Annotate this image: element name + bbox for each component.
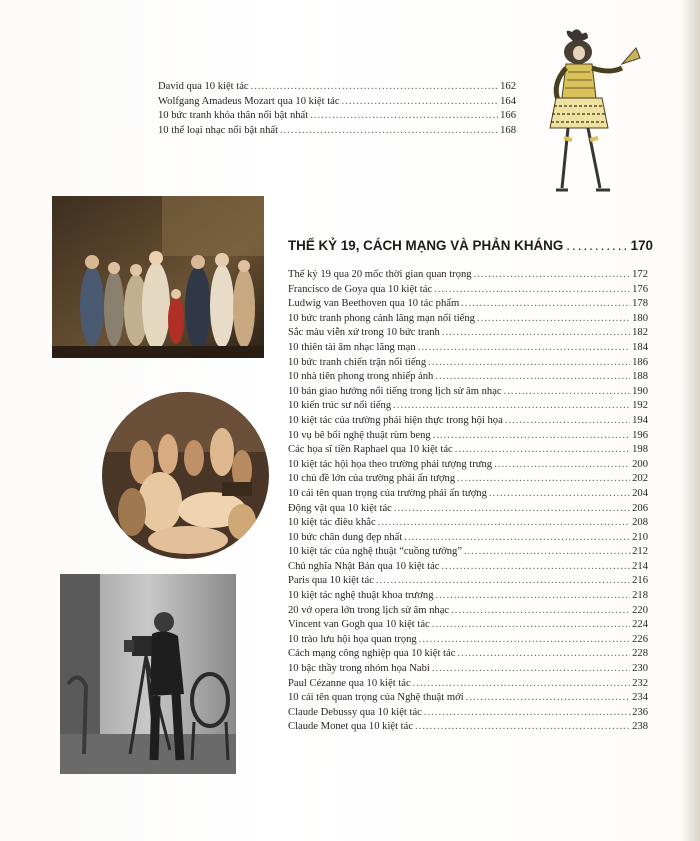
toc-entry bbox=[288, 633, 648, 648]
entry-leader-dots bbox=[464, 545, 630, 560]
toc-entry bbox=[288, 574, 648, 589]
entry-leader-dots bbox=[477, 312, 630, 327]
entry-page-number: 186 bbox=[632, 356, 648, 368]
toc-entry bbox=[288, 356, 648, 371]
entry-leader-dots bbox=[280, 124, 498, 139]
entry-page-number: 238 bbox=[632, 721, 648, 733]
entry-leader-dots bbox=[404, 531, 630, 546]
entry-leader-dots bbox=[376, 574, 630, 589]
entry-title: Paris qua 10 kiệt tác bbox=[288, 575, 374, 587]
entry-leader-dots bbox=[466, 691, 630, 706]
entry-page-number: 192 bbox=[632, 400, 648, 412]
entry-title: 10 thể loại nhạc nổi bật nhất bbox=[158, 124, 279, 136]
entry-page-number: 198 bbox=[632, 444, 648, 456]
costume-figure-illustration bbox=[538, 28, 648, 208]
toc-entry bbox=[288, 268, 648, 283]
toc-entry bbox=[288, 472, 648, 487]
entry-title: 10 bản giao hưởng nổi tiếng trong lịch sử âm nhạc bbox=[288, 385, 502, 397]
entry-page-number: 226 bbox=[632, 633, 648, 645]
toc-entry bbox=[288, 618, 648, 633]
entry-title: David qua 10 kiệt tác bbox=[158, 81, 249, 92]
entry-title: 10 kiệt tác của nghệ thuật “cuồng tưởng” bbox=[288, 546, 463, 558]
entry-leader-dots bbox=[494, 458, 630, 473]
toc-entry bbox=[288, 502, 648, 517]
entry-page-number: 162 bbox=[500, 81, 516, 92]
entry-title: 10 vụ bê bối nghệ thuật rùm beng bbox=[288, 429, 431, 441]
entry-leader-dots bbox=[432, 662, 630, 677]
entry-title: Vincent van Gogh qua 10 kiệt tác bbox=[288, 619, 430, 631]
entry-leader-dots bbox=[378, 516, 630, 531]
toc-entry bbox=[288, 414, 648, 429]
entry-title: Claude Debussy qua 10 kiệt tác bbox=[288, 706, 422, 718]
entry-leader-dots bbox=[505, 414, 630, 429]
toc-previous-entry bbox=[158, 80, 516, 95]
entry-leader-dots bbox=[474, 268, 631, 283]
entry-title: 10 kiệt tác điêu khắc bbox=[288, 517, 376, 529]
toc-entry bbox=[288, 647, 648, 662]
entry-title: 10 bức tranh chiến trận nổi tiếng bbox=[288, 356, 427, 368]
entry-title: Các họa sĩ tiền Raphael qua 10 kiệt tác bbox=[288, 444, 453, 456]
entry-title: 10 chủ đề lớn của trường phái ấn tượng bbox=[288, 473, 456, 485]
toc-entry bbox=[288, 604, 648, 619]
entry-leader-dots bbox=[424, 706, 630, 721]
entry-title: 10 kiệt tác của trường phái hiện thực trong hội họa bbox=[288, 414, 503, 426]
chapter-heading bbox=[288, 238, 653, 253]
entry-leader-dots bbox=[418, 341, 630, 356]
entry-leader-dots bbox=[394, 502, 630, 517]
entry-title: Francisco de Goya qua 10 kiệt tác bbox=[288, 283, 433, 295]
entry-leader-dots bbox=[310, 109, 498, 124]
entry-leader-dots bbox=[442, 560, 631, 575]
entry-leader-dots bbox=[419, 633, 630, 648]
toc-previous-entry bbox=[158, 95, 516, 110]
entry-page-number: 176 bbox=[632, 283, 648, 295]
entry-page-number: 166 bbox=[500, 110, 516, 122]
entry-leader-dots bbox=[432, 618, 630, 633]
entry-leader-dots bbox=[442, 326, 630, 341]
entry-leader-dots bbox=[504, 385, 630, 400]
entry-leader-dots bbox=[455, 443, 630, 458]
toc-entry bbox=[288, 487, 648, 502]
entry-leader-dots bbox=[393, 399, 630, 414]
toc-entry bbox=[288, 691, 648, 706]
entry-page-number: 220 bbox=[632, 604, 648, 616]
page-spine-shadow bbox=[680, 0, 700, 841]
toc-entry bbox=[288, 706, 648, 721]
entry-page-number: 168 bbox=[500, 124, 516, 136]
toc-entry bbox=[288, 283, 648, 298]
entry-title: 10 bậc thầy trong nhóm họa Nabi bbox=[288, 663, 430, 675]
entry-leader-dots bbox=[415, 720, 630, 735]
entry-page-number: 188 bbox=[632, 371, 648, 383]
toc-entry bbox=[288, 385, 648, 400]
entry-page-number: 194 bbox=[632, 414, 648, 426]
entry-leader-dots bbox=[413, 677, 630, 692]
entry-page-number: 216 bbox=[632, 575, 648, 587]
round-bath-painting bbox=[102, 392, 269, 559]
entry-leader-dots bbox=[251, 80, 499, 95]
entry-title: 10 kiệt tác nghệ thuật khoa trương bbox=[288, 590, 434, 602]
entry-leader-dots bbox=[451, 604, 630, 619]
entry-leader-dots bbox=[461, 297, 630, 312]
entry-page-number: 228 bbox=[632, 648, 648, 660]
entry-title: Chủ nghĩa Nhật Bản qua 10 kiệt tác bbox=[288, 560, 440, 572]
entry-title: 20 vở opera lớn trong lịch sử âm nhạc bbox=[288, 604, 450, 616]
toc-entry bbox=[288, 312, 648, 327]
toc-entry bbox=[288, 560, 648, 575]
toc-entry bbox=[288, 429, 648, 444]
entry-title: Sắc màu viễn xứ trong 10 bức tranh bbox=[288, 327, 440, 339]
entry-page-number: 204 bbox=[632, 487, 648, 499]
entry-title: Paul Cézanne qua 10 kiệt tác bbox=[288, 677, 411, 689]
entry-page-number: 208 bbox=[632, 517, 648, 529]
toc-entry bbox=[288, 341, 648, 356]
toc-list-previous-chapter bbox=[158, 80, 516, 138]
toc-entry bbox=[288, 370, 648, 385]
photographer-portrait-photo bbox=[60, 574, 236, 774]
entry-page-number: 212 bbox=[632, 546, 648, 558]
chapter-page: 170 bbox=[630, 238, 653, 253]
entry-title: 10 kiệt tác hội họa theo trường phái tượng trưng bbox=[288, 458, 493, 470]
goya-family-painting bbox=[52, 196, 264, 358]
entry-leader-dots bbox=[436, 589, 631, 604]
toc-entry bbox=[288, 297, 648, 312]
toc-entry bbox=[288, 458, 648, 473]
toc-entry bbox=[288, 677, 648, 692]
toc-entry bbox=[288, 399, 648, 414]
entry-page-number: 172 bbox=[632, 269, 648, 280]
entry-leader-dots bbox=[489, 487, 630, 502]
entry-page-number: 202 bbox=[632, 473, 648, 485]
toc-entry bbox=[288, 589, 648, 604]
entry-title: 10 cái tên quan trọng của Nghệ thuật mới bbox=[288, 692, 464, 704]
entry-title: 10 nhà tiên phong trong nhiếp ảnh bbox=[288, 371, 434, 383]
entry-page-number: 232 bbox=[632, 677, 648, 689]
entry-title: 10 cái tên quan trọng của trường phái ấn tượng bbox=[288, 487, 487, 499]
entry-page-number: 164 bbox=[500, 95, 516, 107]
entry-page-number: 190 bbox=[632, 385, 648, 397]
entry-leader-dots bbox=[457, 647, 630, 662]
entry-page-number: 210 bbox=[632, 531, 648, 543]
toc-entry bbox=[288, 443, 648, 458]
toc-entry bbox=[288, 516, 648, 531]
toc-entry bbox=[288, 531, 648, 546]
entry-page-number: 180 bbox=[632, 312, 648, 324]
entry-page-number: 206 bbox=[632, 502, 648, 514]
entry-title: Cách mạng công nghiệp qua 10 kiệt tác bbox=[288, 648, 456, 660]
entry-leader-dots bbox=[457, 472, 630, 487]
toc-previous-entry bbox=[158, 124, 516, 139]
entry-page-number: 230 bbox=[632, 663, 648, 675]
entry-page-number: 178 bbox=[632, 298, 648, 310]
entry-title: 10 bức tranh phong cảnh lãng mạn nổi tiếng bbox=[288, 312, 475, 324]
entry-title: Thế kỷ 19 qua 20 mốc thời gian quan trọng bbox=[288, 269, 472, 280]
entry-leader-dots bbox=[435, 370, 630, 385]
entry-leader-dots bbox=[433, 429, 630, 444]
entry-leader-dots bbox=[428, 356, 630, 371]
entry-title: 10 kiến trúc sư nổi tiếng bbox=[288, 400, 392, 412]
entry-title: Ludwig van Beethoven qua 10 tác phẩm bbox=[288, 298, 460, 310]
entry-page-number: 218 bbox=[632, 590, 648, 602]
entry-title: Claude Monet qua 10 kiệt tác bbox=[288, 721, 414, 733]
chapter-leader-dots bbox=[566, 238, 627, 253]
entry-page-number: 214 bbox=[632, 560, 648, 572]
entry-title: 10 thiên tài âm nhạc lãng mạn bbox=[288, 341, 416, 353]
chapter-title: THẾ KỶ 19, CÁCH MẠNG VÀ PHẢN KHÁNG bbox=[288, 238, 564, 253]
entry-leader-dots bbox=[342, 95, 499, 110]
entry-leader-dots bbox=[434, 283, 630, 298]
entry-title: 10 bức tranh khỏa thân nổi bật nhất bbox=[158, 110, 309, 122]
entry-page-number: 196 bbox=[632, 429, 648, 441]
entry-page-number: 184 bbox=[632, 341, 648, 353]
entry-page-number: 234 bbox=[632, 692, 648, 704]
entry-page-number: 182 bbox=[632, 327, 648, 339]
entry-title: 10 trào lưu hội họa quan trọng bbox=[288, 633, 417, 645]
entry-title: Wolfgang Amadeus Mozart qua 10 kiệt tác bbox=[158, 95, 340, 107]
toc-entry bbox=[288, 720, 648, 735]
entry-title: Động vật qua 10 kiệt tác bbox=[288, 502, 392, 514]
toc-list-chapter-19th-century bbox=[288, 268, 648, 735]
toc-entry bbox=[288, 662, 648, 677]
toc-previous-entry bbox=[158, 109, 516, 124]
entry-title: 10 bức chân dung đẹp nhất bbox=[288, 531, 403, 543]
entry-page-number: 200 bbox=[632, 458, 648, 470]
entry-page-number: 236 bbox=[632, 706, 648, 718]
toc-entry bbox=[288, 545, 648, 560]
entry-page-number: 224 bbox=[632, 619, 648, 631]
toc-entry bbox=[288, 326, 648, 341]
